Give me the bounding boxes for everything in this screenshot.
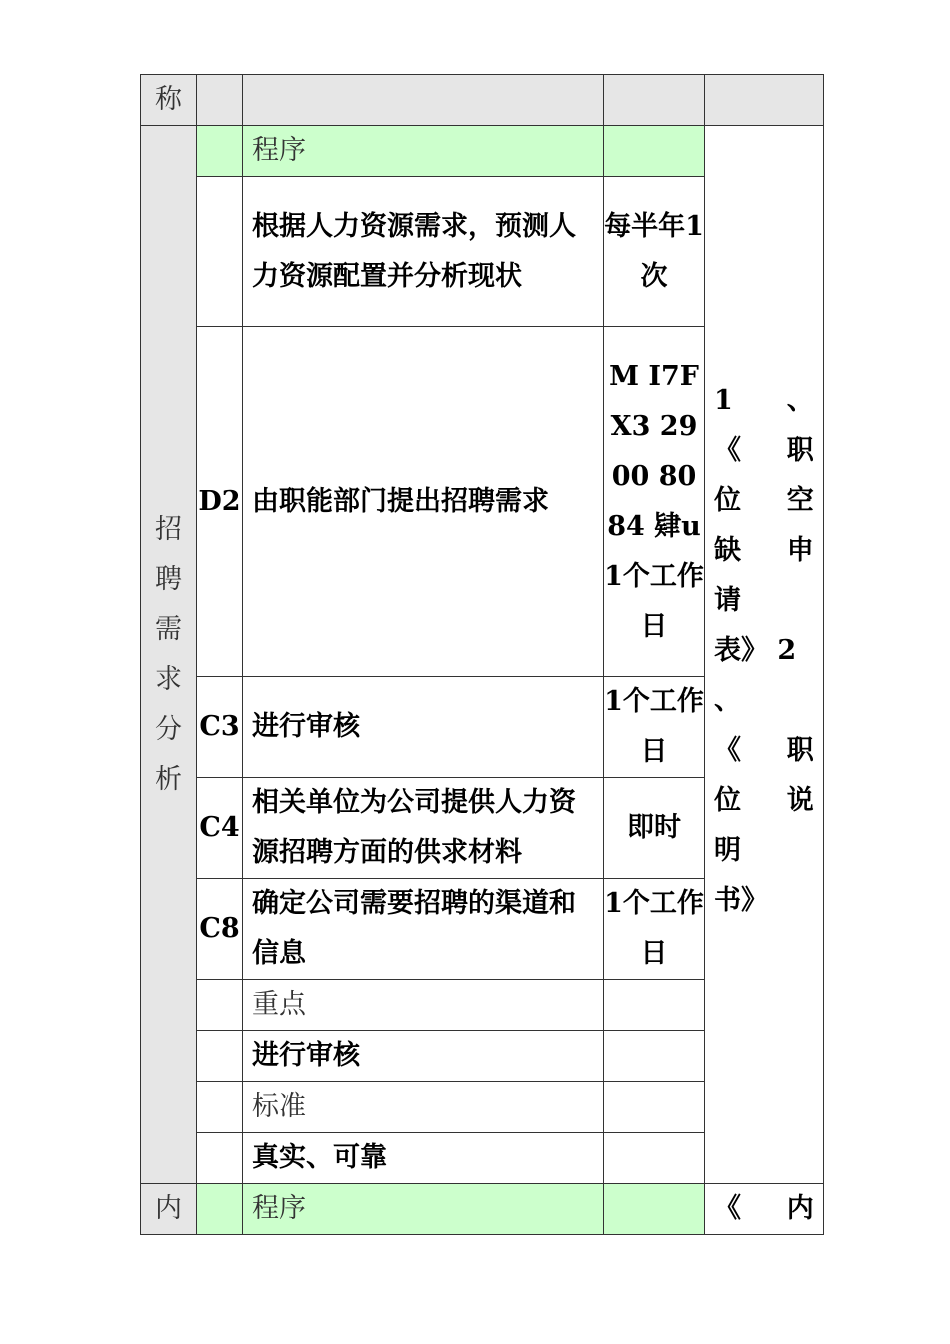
- code-cell: [197, 1133, 243, 1184]
- content-cell: 进行审核: [243, 677, 604, 778]
- content-cell: 由职能部门提出招聘需求: [243, 327, 604, 677]
- time-cell: [604, 1133, 705, 1184]
- content-cell: 根据人力资源需求，预测人力资源配置并分析现状: [243, 177, 604, 327]
- code-cell: [197, 1082, 243, 1133]
- docs-line: 缺 申: [714, 535, 814, 566]
- section-name-char: 求: [155, 663, 182, 695]
- docs-line: 位 空: [714, 485, 814, 516]
- docs-line: 位 说: [714, 785, 814, 816]
- header-content-cell: [243, 75, 604, 126]
- content-cell: 确定公司需要招聘的渠道和信息: [243, 879, 604, 980]
- content-cell: 程序: [243, 126, 604, 177]
- time-cell: M I7FX3 2900 8084 肄u 1个工作日: [604, 327, 705, 677]
- docs-line: 《 职: [714, 435, 814, 466]
- time-cell: 每半年1次: [604, 177, 705, 327]
- table-row: [141, 1184, 824, 1235]
- time-cell: [604, 1082, 705, 1133]
- content-cell: 相关单位为公司提供人力资源招聘方面的供求材料: [243, 778, 604, 879]
- process-table: [140, 74, 824, 1235]
- code-cell: [197, 1184, 243, 1235]
- time-cell: 即时: [604, 778, 705, 879]
- header-row: [141, 75, 824, 126]
- docs-line: 书》: [714, 885, 768, 916]
- section-name-char: 需: [155, 613, 182, 645]
- section-name-char: 聘: [155, 563, 182, 595]
- content-cell: 程序: [243, 1184, 604, 1235]
- code-cell: C4: [197, 778, 243, 879]
- code-cell: C3: [197, 677, 243, 778]
- header-code-cell: [197, 75, 243, 126]
- code-cell: C8: [197, 879, 243, 980]
- code-cell: [197, 1031, 243, 1082]
- content-cell: 重点: [243, 980, 604, 1031]
- docs-cell: 《 内: [705, 1184, 824, 1235]
- section-name-cell: 内: [141, 1184, 197, 1235]
- docs-line: 明: [714, 835, 741, 866]
- content-cell: 进行审核: [243, 1031, 604, 1082]
- time-cell: 1个工作日: [604, 677, 705, 778]
- docs-line: 《 职: [714, 735, 814, 766]
- docs-line: 、: [714, 685, 741, 716]
- header-docs-cell: [705, 75, 824, 126]
- code-cell: [197, 126, 243, 177]
- docs-line: 表》 2: [714, 635, 797, 666]
- code-cell: [197, 980, 243, 1031]
- section-name-char: 招: [155, 513, 182, 545]
- section-name-char: 析: [155, 763, 182, 795]
- docs-cell: [705, 126, 824, 1184]
- docs-line: 1 、: [714, 385, 814, 416]
- header-time-cell: [604, 75, 705, 126]
- header-name-cell: 称: [141, 75, 197, 126]
- code-cell: D2: [197, 327, 243, 677]
- time-cell: 1个工作日: [604, 879, 705, 980]
- content-cell: 真实、可靠: [243, 1133, 604, 1184]
- section-name-cell: [141, 126, 197, 1184]
- time-cell: [604, 1031, 705, 1082]
- table-row: [141, 126, 824, 177]
- time-cell: [604, 126, 705, 177]
- time-cell: [604, 980, 705, 1031]
- content-cell: 标准: [243, 1082, 604, 1133]
- code-cell: [197, 177, 243, 327]
- time-cell: [604, 1184, 705, 1235]
- docs-line: 请: [714, 585, 741, 616]
- section-name-char: 分: [155, 713, 182, 745]
